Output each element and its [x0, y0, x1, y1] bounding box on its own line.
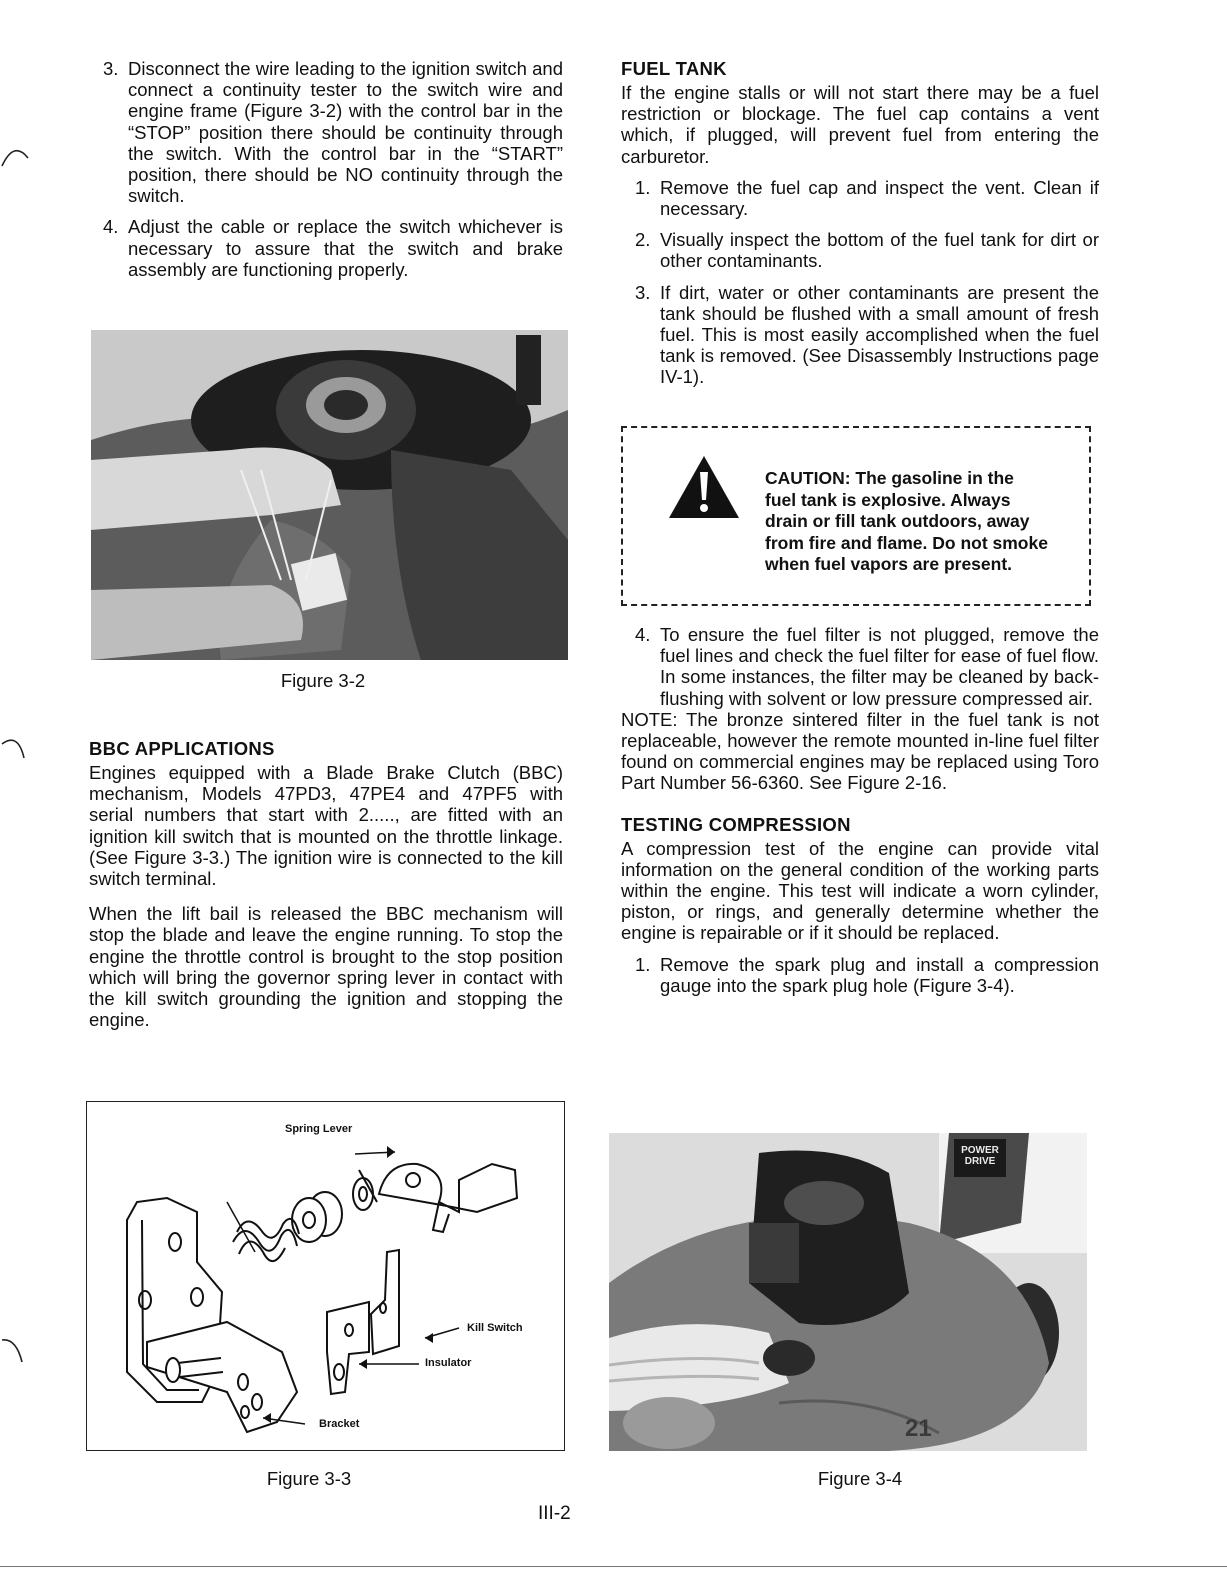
- caution-text: CAUTION: The gasoline in the fuel tank is explosive. Always drain or fill tank outdoors, away from fire and flame. Do not smoke when fuel vapors are present.: [765, 468, 1048, 574]
- left-column: [89, 54, 563, 280]
- list-item: 1. Remove the fuel cap and inspect the vent. Clean if necessary.: [635, 176, 1099, 220]
- figure-3-2-caption: Figure 3-2: [280, 670, 366, 691]
- fuel-filter-note: NOTE: The bronze sintered filter in the fuel tank is not replaceable, however the remote mounted in-line fuel filter found on commercial engines may be replaced using Toro Part Number 56-6360. See Figure 2-16.: [621, 708, 1099, 794]
- figure-3-3-diagram: [86, 1101, 565, 1451]
- fuel-tank-heading: FUEL TANK: [621, 58, 727, 79]
- bbc-paragraph-2: When the lift bail is released the BBC mechanism will stop the blade and leave the engine running. To stop the engine the throttle control is brought to the stop position which will bring the governor spring lever in contact with the kill switch grounding the ignition and stopping the engine.: [89, 903, 563, 1031]
- bbc-section: [89, 738, 563, 1030]
- fuel-tank-intro: If the engine stalls or will not start there may be a fuel restriction or blockage. The fuel cap contains a vent which, if plugged, will prevent fuel from entering the carburetor.: [621, 82, 1099, 167]
- fuel-tank-steps: [621, 177, 1099, 388]
- figure-3-2-photo: [91, 330, 568, 660]
- photo-deck-number: 21: [905, 1415, 932, 1442]
- compression-steps: [621, 954, 1099, 996]
- bbc-paragraph-1: Engines equipped with a Blade Brake Clutch (BBC) mechanism, Models 47PD3, 47PE4 and 47PF5 with serial numbers that start with 2....., are fitted with an ignition kill switch that is mounted on the throttle linkage. (See Figure 3-3.) The ignition wire is connected to the kill switch terminal.: [89, 762, 563, 890]
- label-insulator: Insulator: [425, 1357, 472, 1369]
- caution-box: [621, 426, 1091, 606]
- compression-paragraph: A compression test of the engine can provide vital information on the general condition of the working parts within the engine. This test will indicate a worn cylinder, piston, or rings, and generally determine whether the engine is repairable or if it should be replaced.: [621, 837, 1099, 944]
- figure-3-3-caption: Figure 3-3: [266, 1468, 352, 1489]
- binder-mark-icon: [0, 1330, 40, 1370]
- list-item: 3. If dirt, water or other contaminants are present the tank should be flushed with a small amount of fresh fuel. This is most easily accomplished when the fuel tank is removed. (See Disassembly Instructions page IV-1).: [635, 281, 1099, 388]
- ignition-steps: [89, 58, 563, 280]
- figure-3-4-caption: Figure 3-4: [817, 1468, 903, 1489]
- fuel-filter-steps: [621, 624, 1099, 709]
- label-spring-lever: Spring Lever: [285, 1123, 353, 1135]
- list-item: 4. To ensure the fuel filter is not plugged, remove the fuel lines and check the fuel filter for ease of fuel flow. In some instances, the filter may be cleaned by back-flushing with solvent or low pressure compressed air.: [635, 624, 1099, 709]
- label-kill-switch: Kill Switch: [467, 1322, 523, 1334]
- label-bracket: Bracket: [319, 1418, 360, 1430]
- fuel-tank-section: [621, 58, 1099, 388]
- figure-3-4-photo: [609, 1133, 1087, 1451]
- list-item: 3. Disconnect the wire leading to the ignition switch and connect a continuity tester to the switch wire and engine frame (Figure 3-2) with the control bar in the “STOP” position there should be continuity through the switch. With the control bar in the “START” position, there should be NO continuity through the switch.: [103, 58, 563, 207]
- fuel-filter-section: [621, 624, 1099, 996]
- list-item: 4. Adjust the cable or replace the switch whichever is necessary to assure that the switch and brake assembly are functioning properly.: [103, 216, 563, 280]
- bbc-heading: BBC APPLICATIONS: [89, 738, 275, 759]
- photo-tank-label: POWER DRIVE: [961, 1145, 999, 1167]
- page-number: III-2: [538, 1503, 571, 1524]
- binder-mark-icon: [0, 728, 40, 768]
- bottom-rule: [0, 1566, 1227, 1567]
- compression-heading: TESTING COMPRESSION: [621, 813, 851, 835]
- binder-mark-icon: [0, 140, 40, 170]
- list-item: 1. Remove the spark plug and install a compression gauge into the spark plug hole (Figure 3-4).: [635, 953, 1099, 996]
- list-item: 2. Visually inspect the bottom of the fuel tank for dirt or other contaminants.: [635, 229, 1099, 272]
